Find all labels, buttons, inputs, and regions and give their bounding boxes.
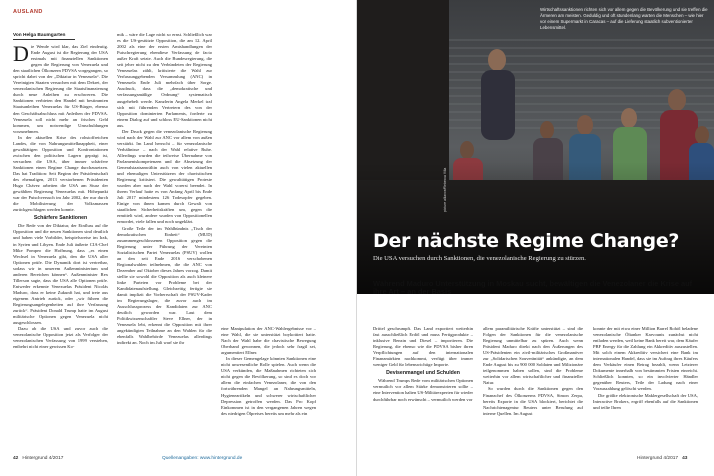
- photo-caption: Wirtschaftssanktionen richten sich vor allem gegen die Bevölkerung und sie treffen die Ärmeren am meisten. Geduldig und oft stundenlang warten die Menschen – wie hier vor einem Supermarkt in Caracas – auf die Lieferung staatlich subventionierter Lebensmittel.: [540, 7, 708, 30]
- right-page: [357, 0, 714, 476]
- footer-left: [13, 456, 63, 461]
- footer-url[interactable]: Quellenangaben: www.hintergrund.de: [162, 456, 243, 461]
- photo-credit: picture alliance/Rebecca Villa: [443, 167, 447, 212]
- footer-right: [637, 456, 691, 461]
- drop-cap: D: [13, 44, 29, 66]
- paragraph: Dazu ab die USA und zuvor auch die venezolanische Opposition jetzt als Verfolger der venezolanischen Verfassung von 1999 verstehen, entbehrt nicht einer gewissen Ko-: [13, 326, 108, 350]
- paragraph: In der aktuellen Krise des rohstoffreichen Landes, die von Nahrungsmittelknappheit, einer gewalttätigen Opposition und Konfrontationen zwischen den politischen Lagern geprägt ist, versuchen die USA, über immer schärfere Sanktionen einen Regime Change durchzusetzen. Das hat Tradition: Seit Beginn der Präsidentschaft des ehemaligen, 2013 verstorbenen Präsidenten Hugo Chávez arbeiten die USA am Sturz der gewählten Regierung Venezuelas mit. Höhepunkt war der Putschversuch im Jahr 2002, der nur durch die Mobilisierung der Volksmassen zurückgeschlagen werden konnte.: [13, 134, 108, 213]
- article-headline: Der nächste Regime Change?: [373, 230, 680, 252]
- page-number: 42: [13, 456, 19, 461]
- paragraph: Die Rede von der Diktatur, der Einfluss auf die Opposition und die neuen Sanktionen sind deutlich und haben viele Vorbilder, beispielsweise im Irak, in Syrien und Libyen. Ende Juli äußerte CIA-Chef Mike Pompeo die Hoffnung, dass „es einen Wechsel in Venezuela gibt, den die USA aller Optionen prüfe. Die Dynamik dort ist vertretbar, sodass wir in unserem Außenministerium und anderen Bereichen können“. Außenminister Rex Tillerson sagte, dass die USA alle Optionen prüfe. Entweder erkennte Venezuelas Präsident Nicolás Maduro, dass er keine Zukunft hat, und trete aus eigenem Antrieb zurück, oder „wir führen die Regierungsangelegenheiten auf ihre Verfassung zurück“. Präsident Donald Trump hatte im August militärische Optionen gegen Venezuela nicht ausgeschlossen.: [13, 223, 108, 326]
- article-column-6: [593, 326, 698, 452]
- paragraph: konnte der mit etwa einer Million Barrel Rohöl beladene venezolanische Öltanker Karvounis zunächst nicht entladen werden, weil keine Bank bereit war, dem Käufer PBF Energy für die Zahlung ein Akkreditiv auszustellen. Mit solch einem Akkreditiv versichert eine Bank im internationalen Handel, dass sie im Auftrag ihres Käufers dem Verkäufer einen Betrag bezahlt, wenn Letzterer Dokumente innerhalb von bestimmten Fristen einreicht. Schließlich konnten, so ein involvierter Händler gegenüber Reuters, Teile der Ladung nach einer Vorauszahlung gelöscht werden.: [593, 326, 698, 392]
- article-column-3: [221, 326, 316, 452]
- paragraph: Die größte elektronische Maklergesellschaft der USA, Interactive Brokers, ergriff ebenfalls auf die Sanktionen und teilte Ihren: [593, 392, 698, 410]
- paragraph: allem paramilitärische Kräfte unterstützt – sind die Folgen der Sanktionen für die venezolanische Regierung unmittelbar zu spüren. Auch wenn Präsident Maduro direkt nach den Äußerungen des US-Präsidenten ein zivil-militärisches Großmanöver zur „Solidarischen Souveränität“ ankündigte, an dem Ende August bis zu 900 000 Soldaten und Milizionäre teilgenommen haben sollen, sind die Probleme weiterhin vor allem wirtschaftlicher und finanzieller Natur.: [483, 326, 583, 386]
- article-column-5: [483, 326, 583, 452]
- paragraph: Während Trumps Rede vom militärischen Optionen vermutlich vor allem Stärke demonstrieren sollte – eine Intervention halten US-Militärexperten für wieder durchführbar noch erwünscht – vermutlich werden vor: [373, 378, 473, 402]
- article-column-1: [13, 44, 108, 452]
- paragraph: mik – wäre die Lage nicht so ernst. Schließlich war es die US-gestützte Opposition, die am 12. April 2002 als eine der ersten Amtshandlungen der Putschregierung ebendiese Verfassung de facto außer Kraft setzte. Auch die Bundesregierung, die seit jeher nicht zu den Verbündeten der Regierung Venezuelas zählt, kritisierte die Wahl zur Verfassunggebenden Versammlung (ANC) in Venezuela Ende Juli mehrfach über Sorge. Ausdruck, dass die „demokratische und verfassungsmäßige Ordnung“ systematisch ausgehebelt werde. Kanzlerin Angela Merkel traf sich mit führenden Vertretern des von der Opposition dominierten Parlaments, forderte zu einem Dialog auf und schloss EU-Sanktionen nicht aus.: [117, 32, 212, 128]
- article-subheadline: Die USA versuchen durch Sanktionen, die venezolanische Regierung zu stürzen.: [373, 255, 586, 262]
- author-byline: Von Helga Baumgarten: [13, 33, 75, 40]
- article-column-2: [117, 32, 212, 452]
- paragraph: In dieser Gemengelage könnten Sanktionen eine nicht unwesentliche Rolle spielen. Auch wenn die USA verkünden, die Maßnahmen richteten sich nicht gegen die Bevölkerung, so sind es doch vor allem die einfachen Venezolaner, die von den fortwährenden Mangel an Nahrungsmitteln, Hygieneartikeln und schwerer wirtschaftlicher Depression getroffen werden. Das Pro Kopf Einkommen ist in den vergangenen Jahren wegen des niedrigen Ölpreises bereits um mehr als ein: [221, 356, 316, 416]
- article-column-4: [373, 326, 473, 452]
- subheading: Schärfere Sanktionen: [33, 215, 88, 222]
- paragraph: Große Teile der im Wahlbündnis „Tisch der demokratischen Einheit“ (MUD) zusammengeschlossenen Opposition gegen die Regierung unter Führung der Vereinten Sozialistischen Partei Venezuelas (PSUV) wollen an den seit Ende 2016 verschobenen Regionalwahlen teilnehmen, die die ANC von Dezember auf Oktober dieses Jahres vorzog. Damit stellte sie sowohl die Opposition als auch kleinere linke Parteien vor Probleme bei der Kandidatenaufstellung. Gleichzeitig fertigte sie damit implizit die Vorherrschaft der PSUV-Kader im Regierungslager, die zuvor auch im Ausschlussprozess der Kandidaten zur ANC deutlich geworden war. Laut dem Politikwissenschaftler Steve Ellner, der in Venezuela lebt, erkennt die Opposition mit ihrer angekündigten Teilnahme an den Wahlen für die ebenfalls Wahlbehörde Venezuelas allerdings indirekt an. Noch im Juli warf sie ihr: [117, 225, 212, 346]
- paragraph: Die Wende wird klar, das Ziel eindeutig. Ende August ist die Regierung der USA erstmals mit finanziellen Sanktionen gegen die Regierung von Venezuela und den staatlichen Ölkonzern PDVSA vorgegangen, so spricht dabei von der „Diktatur in Venezuela“. Die Vereinigten Staaten versuchen mit dem Dekret, der venezolanischen Regierung die Staatsfinanzierung durch neue Anleihen zu erschweren. Die Sanktionen verbieten den Handel mit bestimmten Staatsanleihen Venezuelas für US-Bürger, ebenso den Geschäftsabschluss mit Anleihen der PDVSA. Venezuela soll nicht mehr an frisches Geld kommen, um notwendige Umschuldungen vorzunehmen.: [13, 44, 108, 134]
- paragraph: eine Manipulation der ANC-Wahlergebnisse vor – eine Wahl, die sie unterstützt boykottiert hatte. Nach der Wahl habe die chavistische Bewegung Oberhand gewonnen, die jedoch sehr fragil sei, argumentiert Ellner.: [221, 326, 316, 356]
- page-number: 43: [682, 456, 688, 461]
- hero-photo: [357, 0, 714, 294]
- issue-label: Hintergrund 4/2017: [637, 456, 679, 461]
- paragraph: Der Druck gegen die venezolanische Regierung wird nach der Wahl zur ANC vor allem von außen verstärkt. Im Land herrscht – für venezolanische Verhältnisse – nach der Wahl relative Ruhe. Allerdings wurden die teilweise Übernahme von Parlamentskompetenzen und die Absetzung der Generalstaatsanwältin auch von vielen aktuellen und ehemaligen Unterstützern der chavistischen Regierung kritisiert. Die gewalttätigen Proteste wurden aber nach der Wahl vorerst beendet. In ihrem Verlauf hatte es von Anfang April bis Ende Juli 2017 mindestens 126 Todesopfer gegeben. Einige von ihnen kamen durch Gewalt von staatlichen Sicherheitskräften um, gegen die ermittelt wird, andere wurden von Oppositionellen ermordet, viele fallen und noch ungeklärt.: [117, 128, 212, 225]
- section-label: AUSLAND: [13, 9, 43, 15]
- subheading: Devisenmangel und Schulden: [386, 370, 460, 377]
- article-lead: Während Maduro Unterstützung in Moskau sucht, bewältigen die Venezolaner die Krise auf ihre Art – an der Basis: [373, 279, 693, 297]
- issue-label: Hintergrund 4/2017: [22, 456, 64, 461]
- paragraph: Drittel geschrumpft. Das Land exportiert weiterhin fast ausschließlich Erdöl und muss Fertigprodukte – inklusive Benzin und Diesel – importieren. Die Regierung, die ebenso wie die PDVSA bisher ihren Verpflichtungen auf den internationalen Finanzmärkten nachkommt, verfügt über immer weniger Geld für lebenswichtige Importe.: [373, 326, 473, 368]
- paragraph: So wurden durch die Sanktionen gegen den Finanzchef des Ölkonzerns PDVSA, Simon Zerpa, bereits Exporte in die USA blockiert, berichtet die Nachrichtenagentur Reuters unter Berufung auf interne Quellen. Im August: [483, 386, 583, 416]
